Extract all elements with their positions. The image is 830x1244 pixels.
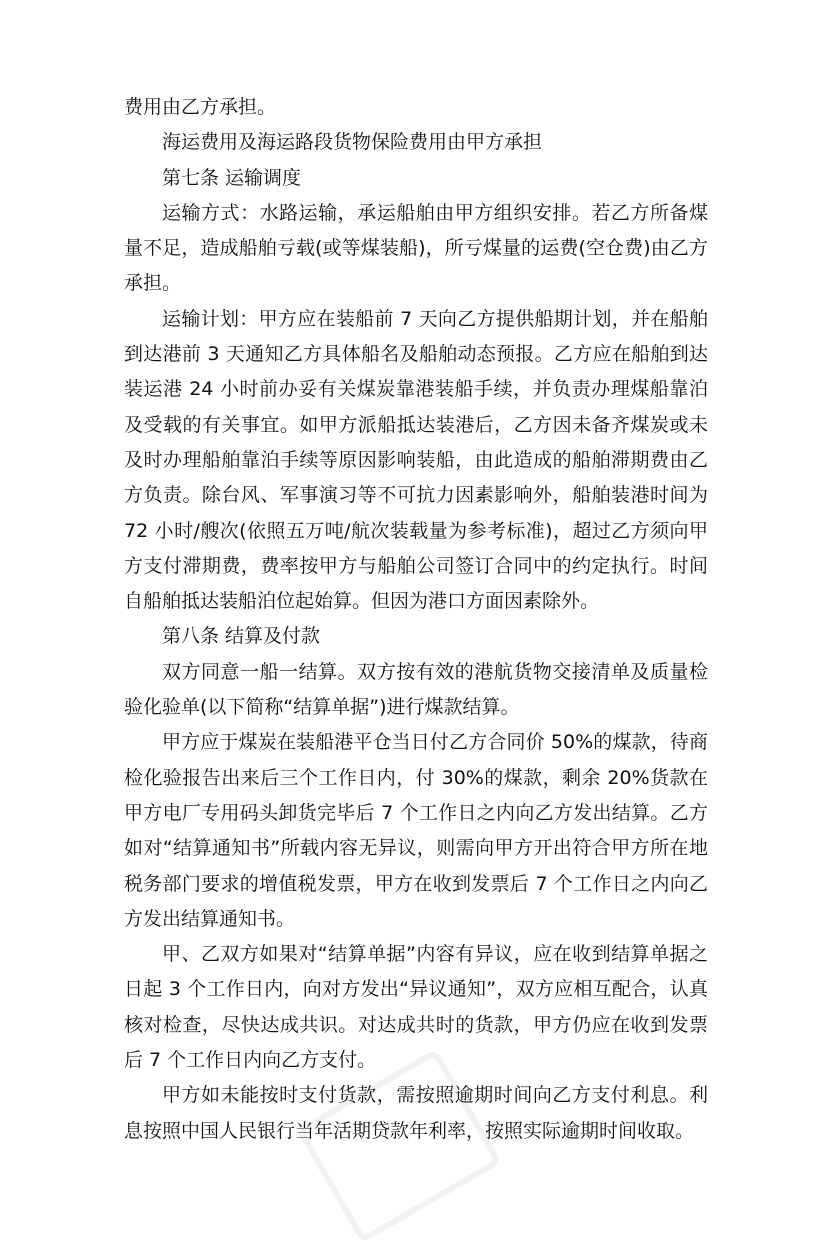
article-7-heading: 第七条 运输调度 xyxy=(162,166,302,189)
paragraph-payment-schedule: 甲方应于煤炭在装船港平仓当日付乙方合同价 50%的煤款，待商检化验报告出来后三个工作日内，付 30%的煤款，剩余 20%货款在甲方电厂专用码头卸货完毕后 7 个工作日之内向乙方发出结算。乙方如对“结算通知书”所载内容无异议，则需向甲方开出符合甲方所在地税务部门要求的增值税发票，甲方在收到发票后 7 个工作日之内向乙方发出结算通知书。 xyxy=(124,731,708,930)
paragraph-continuation: 费用由乙方承担。 xyxy=(124,96,277,118)
paragraph-transport-method: 运输方式：水路运输，承运船舶由甲方组织安排。若乙方所备煤量不足，造成船舶亏载(或等煤装船)，所亏煤量的运费(空仓费)由乙方承担。 xyxy=(124,201,708,295)
article-8-heading: 第八条 结算及付款 xyxy=(162,625,321,648)
paragraph-disputes: 甲、乙双方如果对“结算单据”内容有异议，应在收到结算单据之日起 3 个工作日内，向对方发出“异议通知”，双方应相互配合，认真核对检查，尽快达成共识。对达成共时的货款，甲方仍应在收到发票后 7 个工作日内向乙方支付。 xyxy=(124,943,708,1072)
paragraph-transport-plan: 运输计划：甲方应在装船前 7 天向乙方提供船期计划，并在船舶到达港前 3 天通知乙方具体船名及船舶动态预报。乙方应在船舶到达装运港 24 小时前办妥有关煤炭靠港装船手续，并负责办理煤船靠泊及受载的有关事宜。如甲方派船抵达装港后，乙方因未备齐煤炭或未及时办理船舶靠泊手续等原因影响装船，由此造成的船舶滞期费由乙方负责。除台风、军事演习等不可抗力因素影响外，船舶装港时间为 72 小时/艘次(依照五万吨/航次装载量为参考标准)，超过乙方须向甲方支付滞期费，费率按甲方与船舶公司签订合同中的约定执行。时间自船舶抵达装船泊位起始算。但因为港口方面因素除外。 xyxy=(124,307,708,613)
paragraph-settlement-basis: 双方同意一船一结算。双方按有效的港航货物交接清单及质量检验化验单(以下简称“结算单据”)进行煤款结算。 xyxy=(124,660,708,719)
paragraph-shipping-costs: 海运费用及海运路段货物保险费用由甲方承担 xyxy=(162,131,543,154)
document-body xyxy=(124,90,708,1149)
paragraph-late-interest: 甲方如未能按时支付货款，需按照逾期时间向乙方支付利息。利息按照中国人民银行当年活期贷款年利率，按照实际逾期时间收取。 xyxy=(124,1084,708,1142)
